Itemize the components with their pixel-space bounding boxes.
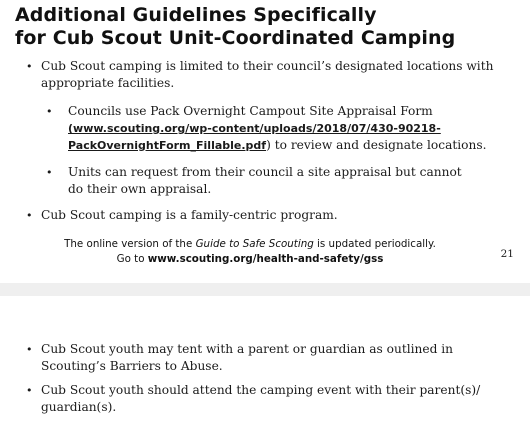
page-number: 21: [500, 248, 514, 260]
sub-bullet-text: Councils use Pack Overnight Campout Site Appraisal Form: [68, 104, 433, 118]
footer-line-1: The online version of the Guide to Safe Scouting is updated periodically.: [64, 238, 436, 250]
sub-bullet-text: Units can request from their council a site appraisal but cannot: [68, 165, 462, 179]
bullet-text-cont: guardian(s).: [41, 400, 117, 414]
section-heading: [15, 4, 455, 50]
appraisal-form-link[interactable]: (www.scouting.org/wp-content/uploads/2018/07/430-90218-: [68, 122, 441, 135]
bullet-family-centric: [41, 207, 506, 224]
sub-bullet-council-appraisal: [68, 164, 508, 198]
page-footer: [40, 237, 460, 267]
bullet-camping-locations: [41, 58, 506, 92]
sub-bullet-text-cont: do their own appraisal.: [68, 182, 212, 196]
page-separator: [0, 283, 530, 296]
bullet-text: Cub Scout youth should attend the camping event with their parent(s)/: [41, 383, 481, 397]
footer-url-link[interactable]: www.scouting.org/health-and-safety/gss: [147, 253, 384, 265]
bullet-attend-with-parent: [41, 382, 506, 416]
sub-bullet-tail: ) to review and designate locations.: [266, 138, 487, 152]
bullet-text: Cub Scout camping is limited to their council’s designated locations with appropriate facilities.: [41, 59, 494, 90]
bullet-text: Cub Scout camping is a family-centric program.: [41, 208, 338, 222]
bullet-text: Cub Scout youth may tent with a parent or guardian as outlined in Scouting’s Barriers to Abuse.: [41, 342, 454, 373]
footer-line-2: Go to www.scouting.org/health-and-safety/gss: [116, 253, 384, 265]
appraisal-form-link-cont[interactable]: PackOvernightForm_Fillable.pdf: [68, 139, 267, 152]
heading-line-1: Additional Guidelines Specifically: [15, 4, 377, 26]
footer-guide-title: Guide to Safe Scouting: [195, 238, 314, 250]
sub-bullet-site-appraisal-form: [68, 103, 508, 154]
bullet-tent-with-parent: [41, 341, 506, 375]
document-page-bottom: [0, 296, 530, 422]
heading-line-2: for Cub Scout Unit-Coordinated Camping: [15, 27, 456, 49]
